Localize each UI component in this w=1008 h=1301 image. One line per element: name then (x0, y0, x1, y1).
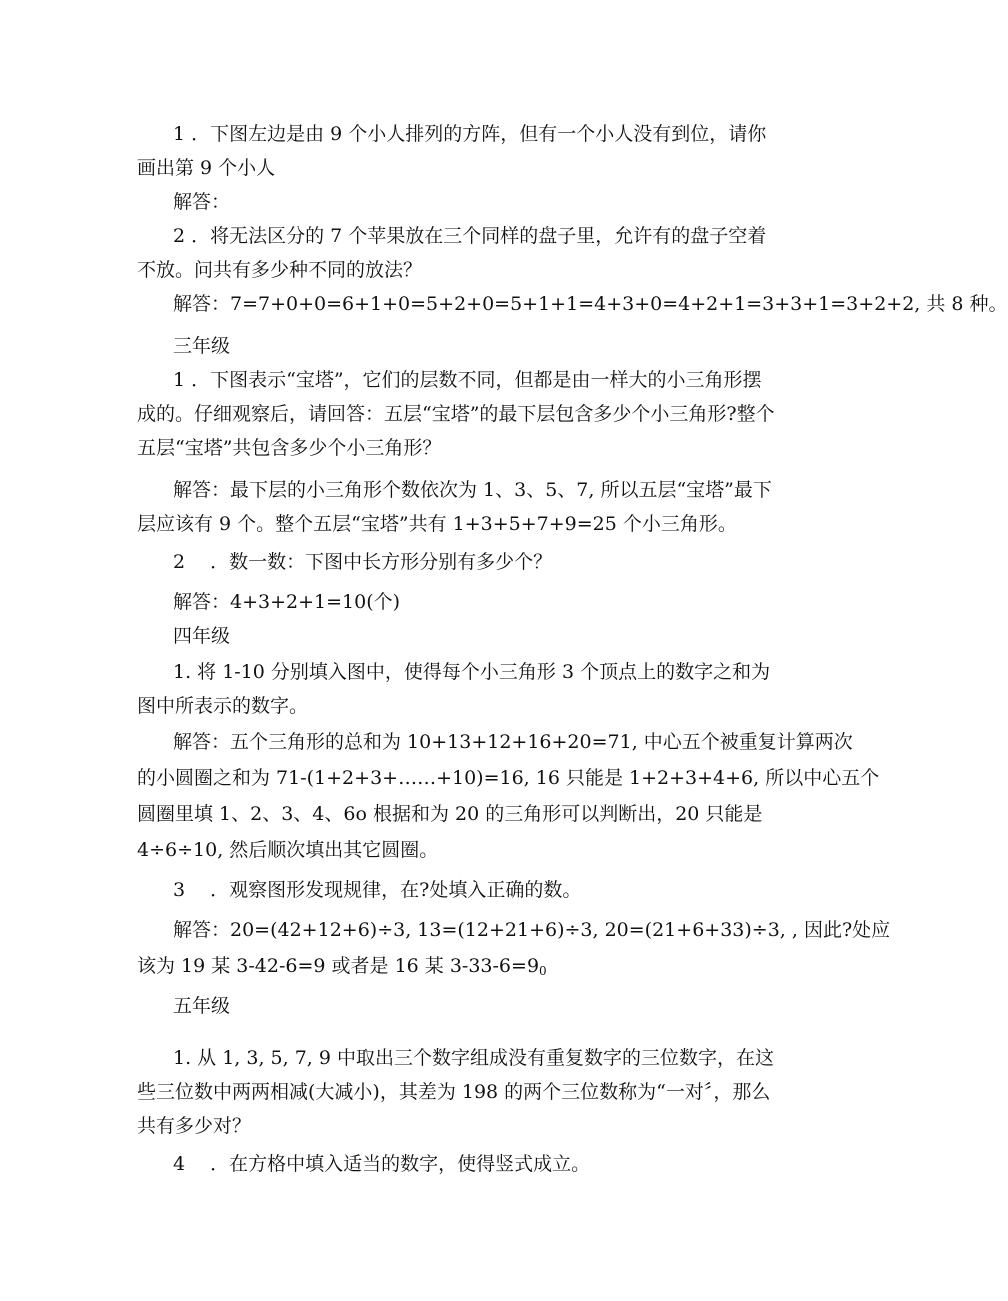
question-3-grade4: 3 ．观察图形发现规律，在?处填入正确的数。 (173, 879, 582, 901)
answer-2-grade2: 解答：7=7+0+0=6+1+0=5+2+0=5+1+1=4+3+0=4+2+1=3+3+1=3+2+2, 共 8 种。 (173, 293, 1008, 315)
answer-1-grade2: 解答： (173, 191, 231, 213)
answer-1-grade3: 解答：最下层的小三角形个数依次为 1、3、5、7, 所以五层“宝塔”最下层应该有 9 个。整个五层“宝塔”共有 1+3+5+7+9=25 个小三角形。 (137, 479, 772, 535)
answer-2-grade3: 解答：4+3+2+1=10(个) (173, 591, 401, 613)
grade-4-heading: 四年级 (173, 625, 231, 647)
answer-3-grade4-text: 该为 19 某 3-42-6=9 或者是 16 某 3-33-6=9 (137, 955, 540, 977)
question-2-grade2: 2 ．将无法区分的 7 个苹果放在三个同样的盘子里，允许有的盘子空着不放。问共有多少种不同的放法？ (137, 225, 767, 281)
grade-5-heading: 五年级 (173, 995, 231, 1017)
question-2-grade3: 2 ．数一数：下图中长方形分别有多少个？ (173, 551, 553, 573)
answer-3-grade4-subscript: 0 (539, 964, 547, 978)
question-1-grade3: 1 ．下图表示“宝塔”，它们的层数不同，但都是由一样大的小三角形摆成的。仔细观察后，请回答：五层“宝塔”的最下层包含多少个小三角形?整个五层“宝塔”共包含多少个小三角形？ (137, 369, 775, 459)
question-4-grade5: 4 ．在方格中填入适当的数字，使得竖式成立。 (173, 1153, 591, 1175)
answer-3-grade4-line2 (137, 949, 547, 988)
question-1-grade2: 1 ．下图左边是由 9 个小人排列的方阵，但有一个小人没有到位，请你画出第 9 个小人 (137, 123, 767, 179)
answer-1-grade4-line2: 的小圆圈之和为 71-(1+2+3+……+10)=16, 16 只能是 1+2+3+4+6, 所以中心五个 (137, 767, 880, 789)
question-1-grade5: 1. 从 1, 3, 5, 7, 9 中取出三个数字组成没有重复数字的三位数字，在这些三位数中两两相减(大减小)，其差为 198 的两个三位数称为“一对〞，那么共有多少对？ (137, 1047, 775, 1137)
grade-3-heading: 三年级 (173, 335, 231, 357)
question-1-grade4: 1. 将 1-10 分别填入图中，使得每个小三角形 3 个顶点上的数字之和为图中所表示的数字。 (137, 661, 771, 717)
answer-1-grade4-line1: 解答：五个三角形的总和为 10+13+12+16+20=71, 中心五个被重复计算两次 (173, 731, 853, 753)
answer-1-grade4-line4: 4÷6÷10, 然后顺次填出其它圆圈。 (137, 839, 439, 861)
answer-1-grade4-line3: 圆圈里填 1、2、3、4、6o 根据和为 20 的三角形可以判断出，20 只能是 (137, 803, 763, 825)
answer-3-grade4-line1: 解答：20=(42+12+6)÷3, 13=(12+21+6)÷3, 20=(21+6+33)÷3, , 因此?处应 (173, 919, 891, 941)
